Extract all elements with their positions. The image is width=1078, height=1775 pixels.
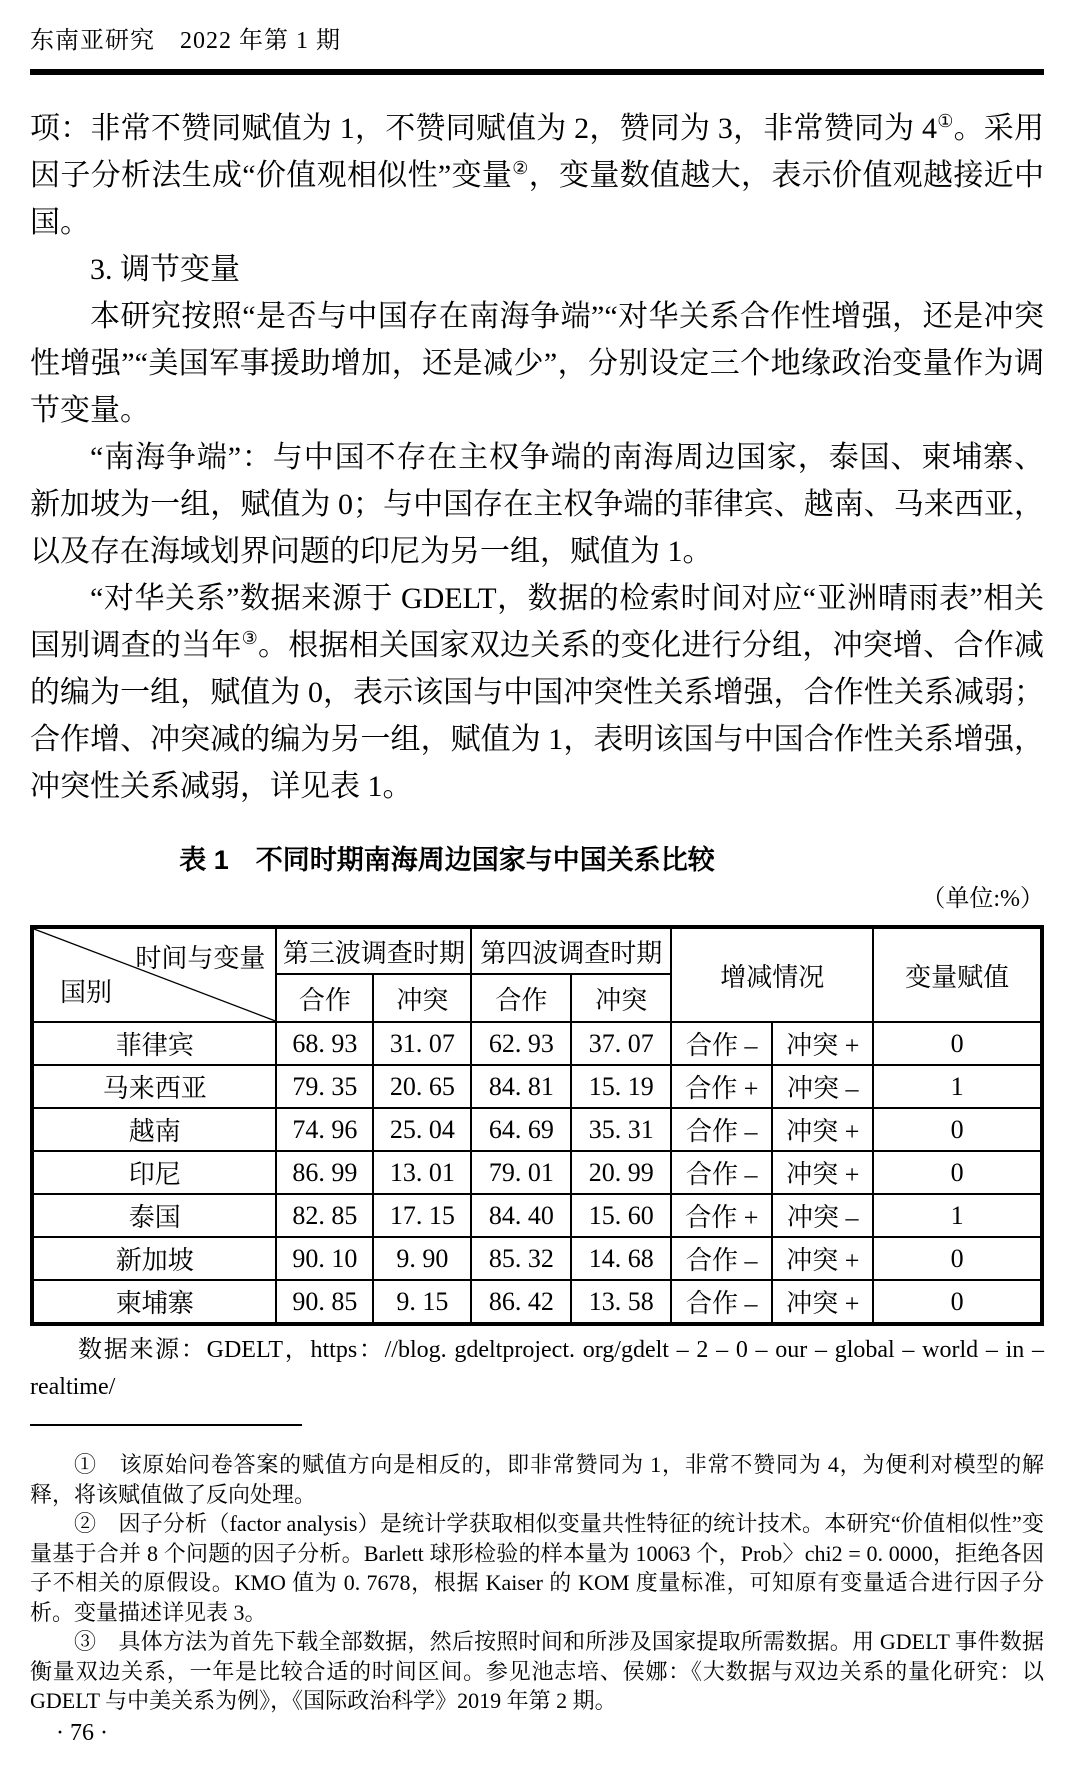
cell-wave4-conflict: 37. 07 — [571, 1022, 671, 1065]
cell-conflict-change: 冲突 + — [772, 1237, 873, 1280]
column-group-wave3: 第三波调查时期 — [276, 927, 471, 974]
table-row — [32, 1237, 1042, 1280]
subheader-wave3-coop: 合作 — [276, 974, 373, 1022]
cell-country: 马来西亚 — [32, 1065, 276, 1108]
cell-assign: 0 — [873, 1151, 1042, 1194]
corner-label-country: 国别 — [60, 978, 113, 1007]
page-number: · 76 · — [56, 1720, 108, 1746]
cell-country: 新加坡 — [32, 1237, 276, 1280]
table-unit-note: （单位:%） — [921, 886, 1044, 912]
column-header-assign: 变量赋值 — [873, 927, 1042, 1022]
cell-wave3-coop: 79. 35 — [276, 1065, 373, 1108]
corner-header-cell — [32, 927, 276, 1022]
cell-assign: 1 — [873, 1065, 1042, 1108]
cell-assign: 1 — [873, 1194, 1042, 1237]
body-text — [30, 105, 1044, 810]
cell-wave4-conflict: 15. 19 — [571, 1065, 671, 1108]
cell-coop-change: 合作 – — [671, 1022, 772, 1065]
cell-wave3-coop: 86. 99 — [276, 1151, 373, 1194]
cell-country: 印尼 — [32, 1151, 276, 1194]
cell-wave3-conflict: 31. 07 — [373, 1022, 471, 1065]
cell-wave4-coop: 62. 93 — [471, 1022, 571, 1065]
cell-wave3-coop: 74. 96 — [276, 1108, 373, 1151]
cell-assign: 0 — [873, 1108, 1042, 1151]
cell-coop-change: 合作 – — [671, 1151, 772, 1194]
cell-conflict-change: 冲突 – — [772, 1065, 873, 1108]
cell-wave4-coop: 84. 40 — [471, 1194, 571, 1237]
cell-wave3-coop: 68. 93 — [276, 1022, 373, 1065]
cell-coop-change: 合作 – — [671, 1280, 772, 1324]
table-row — [32, 1280, 1042, 1324]
cell-wave3-conflict: 9. 90 — [373, 1237, 471, 1280]
subheader-wave3-conflict: 冲突 — [373, 974, 471, 1022]
cell-coop-change: 合作 – — [671, 1108, 772, 1151]
header-row-groups — [32, 927, 1042, 974]
cell-wave4-conflict: 35. 31 — [571, 1108, 671, 1151]
cell-wave4-coop: 64. 69 — [471, 1108, 571, 1151]
footnotes — [30, 1450, 1044, 1716]
footnote-2: ② 因子分析（factor analysis）是统计学获取相似变量共性特征的统计技术。本研究“价值相似性”变量基于合并 8 个问题的因子分析。Barlett 球形检验的样本量为 10063 个，Prob〉chi2 = 0. 0000，拒绝各因子不相关的原假设。KMO 值为 0. 7678，根据 Kaiser 的 KOM 度量标准，可知原有变量适合进行因子分析。变量描述详见表 3。 — [30, 1511, 1044, 1625]
cell-wave4-coop: 84. 81 — [471, 1065, 571, 1108]
cell-wave4-coop: 86. 42 — [471, 1280, 571, 1324]
cell-country: 泰国 — [32, 1194, 276, 1237]
cell-wave4-conflict: 13. 58 — [571, 1280, 671, 1324]
cell-country: 柬埔寨 — [32, 1280, 276, 1324]
cell-wave4-conflict: 20. 99 — [571, 1151, 671, 1194]
table-caption: 表 1 不同时期南海周边国家与中国关系比较 — [179, 845, 715, 875]
footnote-1: ① 该原始问卷答案的赋值方向是相反的，即非常赞同为 1，非常不赞同为 4，为便利对模型的解释，将该赋值做了反向处理。 — [30, 1452, 1044, 1507]
cell-coop-change: 合作 – — [671, 1237, 772, 1280]
header-rule — [30, 69, 1044, 75]
cell-coop-change: 合作 + — [671, 1194, 772, 1237]
paragraph: “南海争端”：与中国不存在主权争端的南海周边国家，泰国、柬埔寨、新加坡为一组，赋值为 0；与中国存在主权争端的菲律宾、越南、马来西亚，以及存在海域划界问题的印尼为另一组，赋值为 1。 — [30, 441, 1044, 568]
column-header-change: 增减情况 — [671, 927, 873, 1022]
cell-assign: 0 — [873, 1280, 1042, 1324]
cell-wave3-conflict: 9. 15 — [373, 1280, 471, 1324]
footnote-3: ③ 具体方法为首先下载全部数据，然后按照时间和所涉及国家提取所需数据。用 GDELT 事件数据衡量双边关系，一年是比较合适的时间区间。参见池志培、侯娜：《大数据与双边关系的量化研究：以 GDELT 与中美关系为例》，《国际政治科学》2019 年第 2 期。 — [30, 1629, 1044, 1713]
cell-conflict-change: 冲突 + — [772, 1022, 873, 1065]
cell-wave3-conflict: 13. 01 — [373, 1151, 471, 1194]
cell-wave4-coop: 79. 01 — [471, 1151, 571, 1194]
paragraph-section-heading: 3. 调节变量 — [90, 253, 240, 286]
cell-wave4-coop: 85. 32 — [471, 1237, 571, 1280]
cell-wave3-conflict: 20. 65 — [373, 1065, 471, 1108]
cell-wave3-coop: 90. 10 — [276, 1237, 373, 1280]
corner-label-time-variable: 时间与变量 — [135, 944, 266, 973]
cell-wave3-conflict: 17. 15 — [373, 1194, 471, 1237]
cell-wave3-conflict: 25. 04 — [373, 1108, 471, 1151]
cell-country: 菲律宾 — [32, 1022, 276, 1065]
footnote-separator — [30, 1424, 302, 1426]
table-row — [32, 1108, 1042, 1151]
table-row — [32, 1151, 1042, 1194]
paragraph-continuation: 项：非常不赞同赋值为 1，不赞同赋值为 2，赞同为 3，非常赞同为 4①。采用因子分析法生成“价值观相似性”变量②，变量数值越大，表示价值观越接近中国。 — [30, 111, 1045, 239]
subheader-wave4-conflict: 冲突 — [571, 974, 671, 1022]
cell-assign: 0 — [873, 1022, 1042, 1065]
table-row — [32, 1194, 1042, 1237]
table-row — [32, 1022, 1042, 1065]
running-head: 东南亚研究 2022 年第 1 期 — [30, 28, 341, 54]
paragraph: 本研究按照“是否与中国存在南海争端”“对华关系合作性增强，还是冲突性增强”“美国军事援助增加，还是减少”，分别设定三个地缘政治变量作为调节变量。 — [30, 300, 1044, 427]
cell-wave3-coop: 82. 85 — [276, 1194, 373, 1237]
paragraph: “对华关系”数据来源于 GDELT，数据的检索时间对应“亚洲晴雨表”相关国别调查的当年③。根据相关国家双边关系的变化进行分组，冲突增、合作减的编为一组，赋值为 0，表示该国与中国冲突性关系增强，合作性关系减弱；合作增、冲突减的编为另一组，赋值为 1，表明该国与中国合作性关系增强，冲突性关系减弱，详见表 1。 — [30, 582, 1045, 803]
cell-conflict-change: 冲突 + — [772, 1108, 873, 1151]
cell-coop-change: 合作 + — [671, 1065, 772, 1108]
cell-country: 越南 — [32, 1108, 276, 1151]
subheader-wave4-coop: 合作 — [471, 974, 571, 1022]
cell-conflict-change: 冲突 – — [772, 1194, 873, 1237]
table-source: 数据来源：GDELT，https：//blog. gdeltproject. org/gdelt – 2 – 0 – our – global – world – in – realtime/ — [30, 1337, 1044, 1400]
column-group-wave4: 第四波调查时期 — [471, 927, 671, 974]
cell-wave4-conflict: 15. 60 — [571, 1194, 671, 1237]
cell-conflict-change: 冲突 + — [772, 1151, 873, 1194]
table-row — [32, 1065, 1042, 1108]
cell-wave3-coop: 90. 85 — [276, 1280, 373, 1324]
cell-wave4-conflict: 14. 68 — [571, 1237, 671, 1280]
data-table — [30, 925, 1044, 1326]
cell-assign: 0 — [873, 1237, 1042, 1280]
cell-conflict-change: 冲突 + — [772, 1280, 873, 1324]
